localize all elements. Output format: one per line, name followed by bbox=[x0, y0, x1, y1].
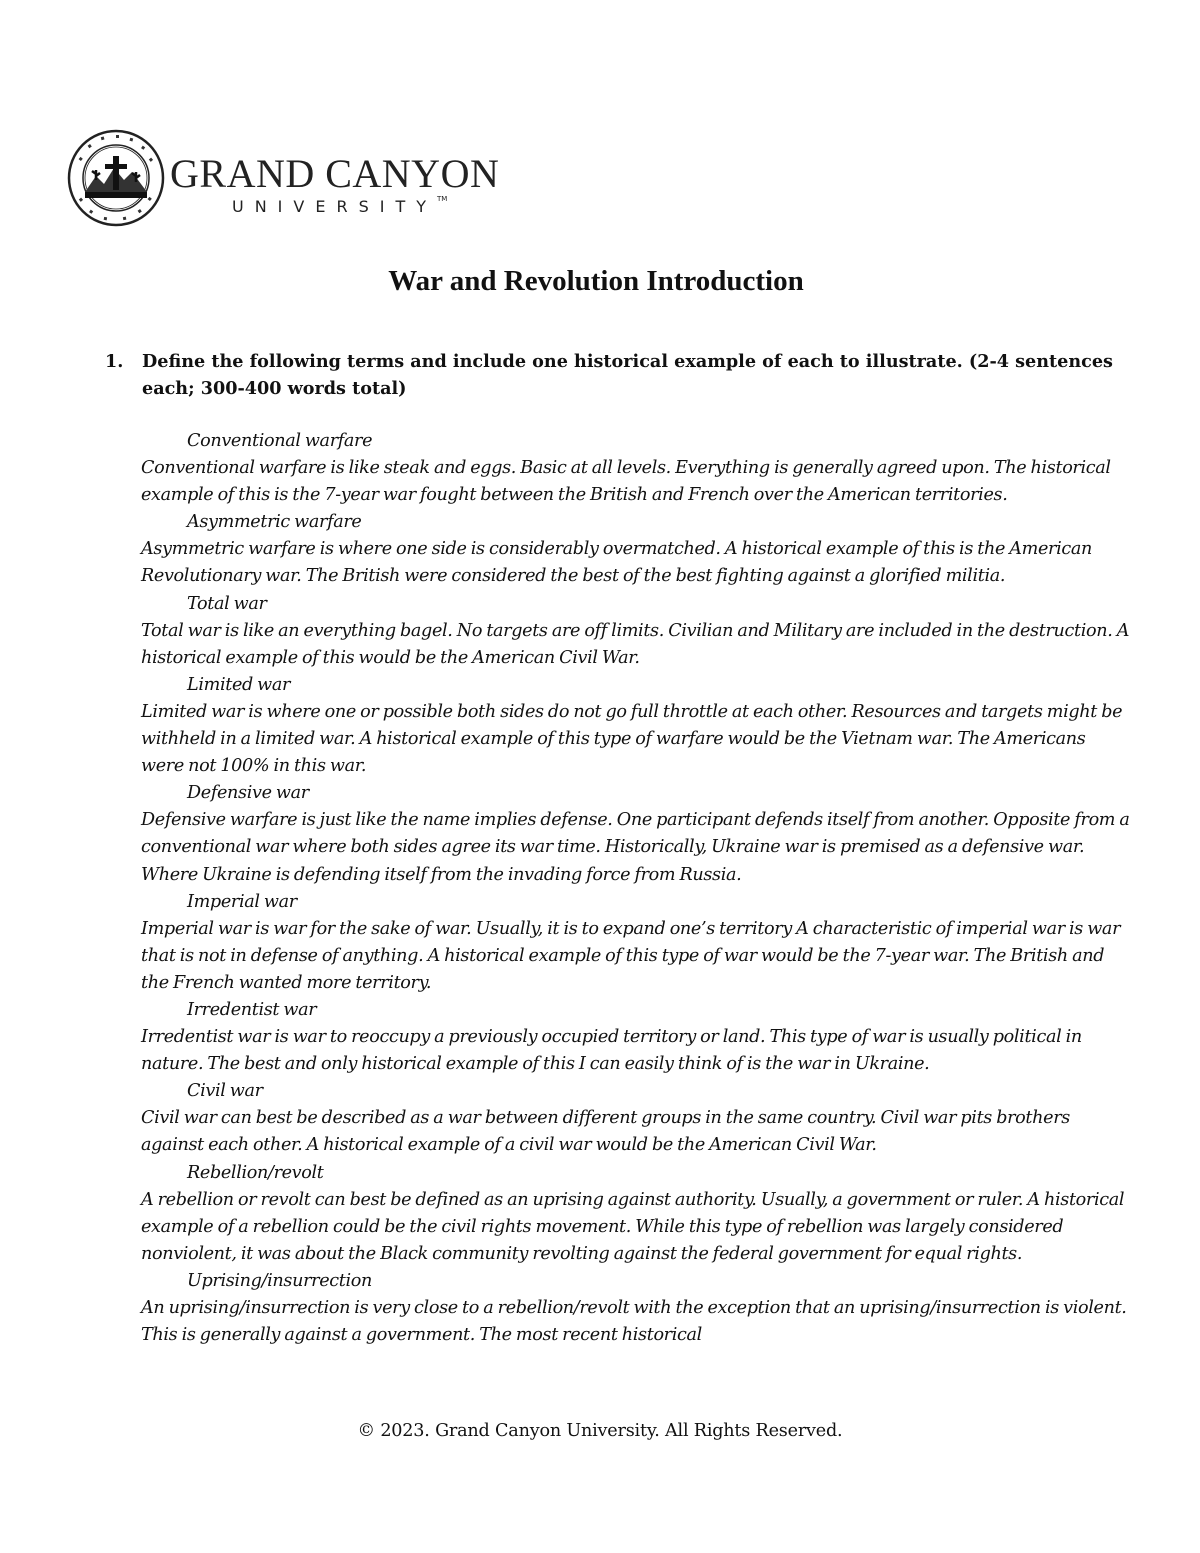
logo-wordmark: GRAND CANYON bbox=[170, 151, 500, 196]
term-answer: A rebellion or revolt can best be defined as an uprising against authority. Usually, a government or ruler. A historical example of a rebellion could be the civil rights movement. While this type of rebellion was largely considered nonviolent, it was about the Black community revolting against the federal government for equal rights. bbox=[141, 1189, 1125, 1264]
term-heading: Civil war bbox=[187, 1081, 263, 1102]
term-answer: Total war is like an everything bagel. No targets are off limits. Civilian and Military are included in the destruction. A historical example of this would be the American Civil War. bbox=[141, 620, 1130, 668]
university-logo bbox=[66, 128, 506, 228]
term-answer: Civil war can best be described as a war between different groups in the same country. Civil war pits brothers against each other. A historical example of a civil war would be the American Civil War. bbox=[141, 1108, 1070, 1156]
term-answer: An uprising/insurrection is very close to a rebellion/revolt with the exception that an uprising/insurrection is violent. This is generally against a government. The most recent historical bbox=[141, 1298, 1127, 1346]
term-answer: Defensive warfare is just like the name implies defense. One participant defends itself from another. Opposite from a conventional war where both sides agree its war time. Historically, Ukraine war is premised as a defensive war. Where Ukraine is defending itself from the invading force from Russia. bbox=[141, 810, 1130, 885]
question-text: Define the following terms and include one historical example of each to illustrate. (2-4 sentences each; 300-400 words total) bbox=[142, 351, 1113, 399]
term-heading: Irredentist war bbox=[187, 999, 317, 1020]
term-heading: Defensive war bbox=[187, 783, 309, 804]
term-answer: Conventional warfare is like steak and eggs. Basic at all levels. Everything is generally agreed upon. The historical example of this is the 7-year war fought between the British and French over the American territories. bbox=[141, 458, 1111, 506]
term-answer: Limited war is where one or possible both sides do not go full throttle at each other. Resources and targets might be withheld in a limited war. A historical example of this type of warfare would be the Vietnam war. The Americans were not 100% in this war. bbox=[141, 701, 1123, 777]
term-answer: Imperial war is war for the sake of war. Usually, it is to expand one’s territory A characteristic of imperial war is war that is not in defense of anything. A historical example of this type of war would be the 7-year war. The British and the French wanted more territory. bbox=[141, 918, 1121, 993]
term-heading: Total war bbox=[187, 593, 267, 614]
question-prompt bbox=[105, 348, 1125, 402]
term-heading: Imperial war bbox=[187, 891, 297, 912]
answer-body bbox=[141, 428, 1131, 1349]
term-heading: Uprising/insurrection bbox=[187, 1270, 372, 1291]
question-number: 1. bbox=[105, 351, 124, 372]
term-answer: Irredentist war is war to reoccupy a previously occupied territory or land. This type of war is usually political in nature. The best and only historical example of this I can easily think of is the war in Ukraine. bbox=[141, 1027, 1082, 1075]
term-heading: Asymmetric warfare bbox=[187, 512, 362, 533]
term-heading: Limited war bbox=[187, 674, 291, 695]
logo-subtitle: UNIVERSITY™ bbox=[232, 195, 448, 216]
term-heading: Conventional warfare bbox=[187, 431, 373, 451]
term-answer: Asymmetric warfare is where one side is considerably overmatched. A historical example of this is the American Revolutionary war. The British were considered the best of the best fighting against a glorified militia. bbox=[141, 539, 1092, 587]
copyright-footer: © 2023. Grand Canyon University. All Rights Reserved. bbox=[357, 1421, 843, 1441]
university-seal-icon bbox=[66, 128, 166, 228]
term-heading: Rebellion/revolt bbox=[187, 1162, 324, 1183]
page-title: War and Revolution Introduction bbox=[388, 265, 804, 297]
